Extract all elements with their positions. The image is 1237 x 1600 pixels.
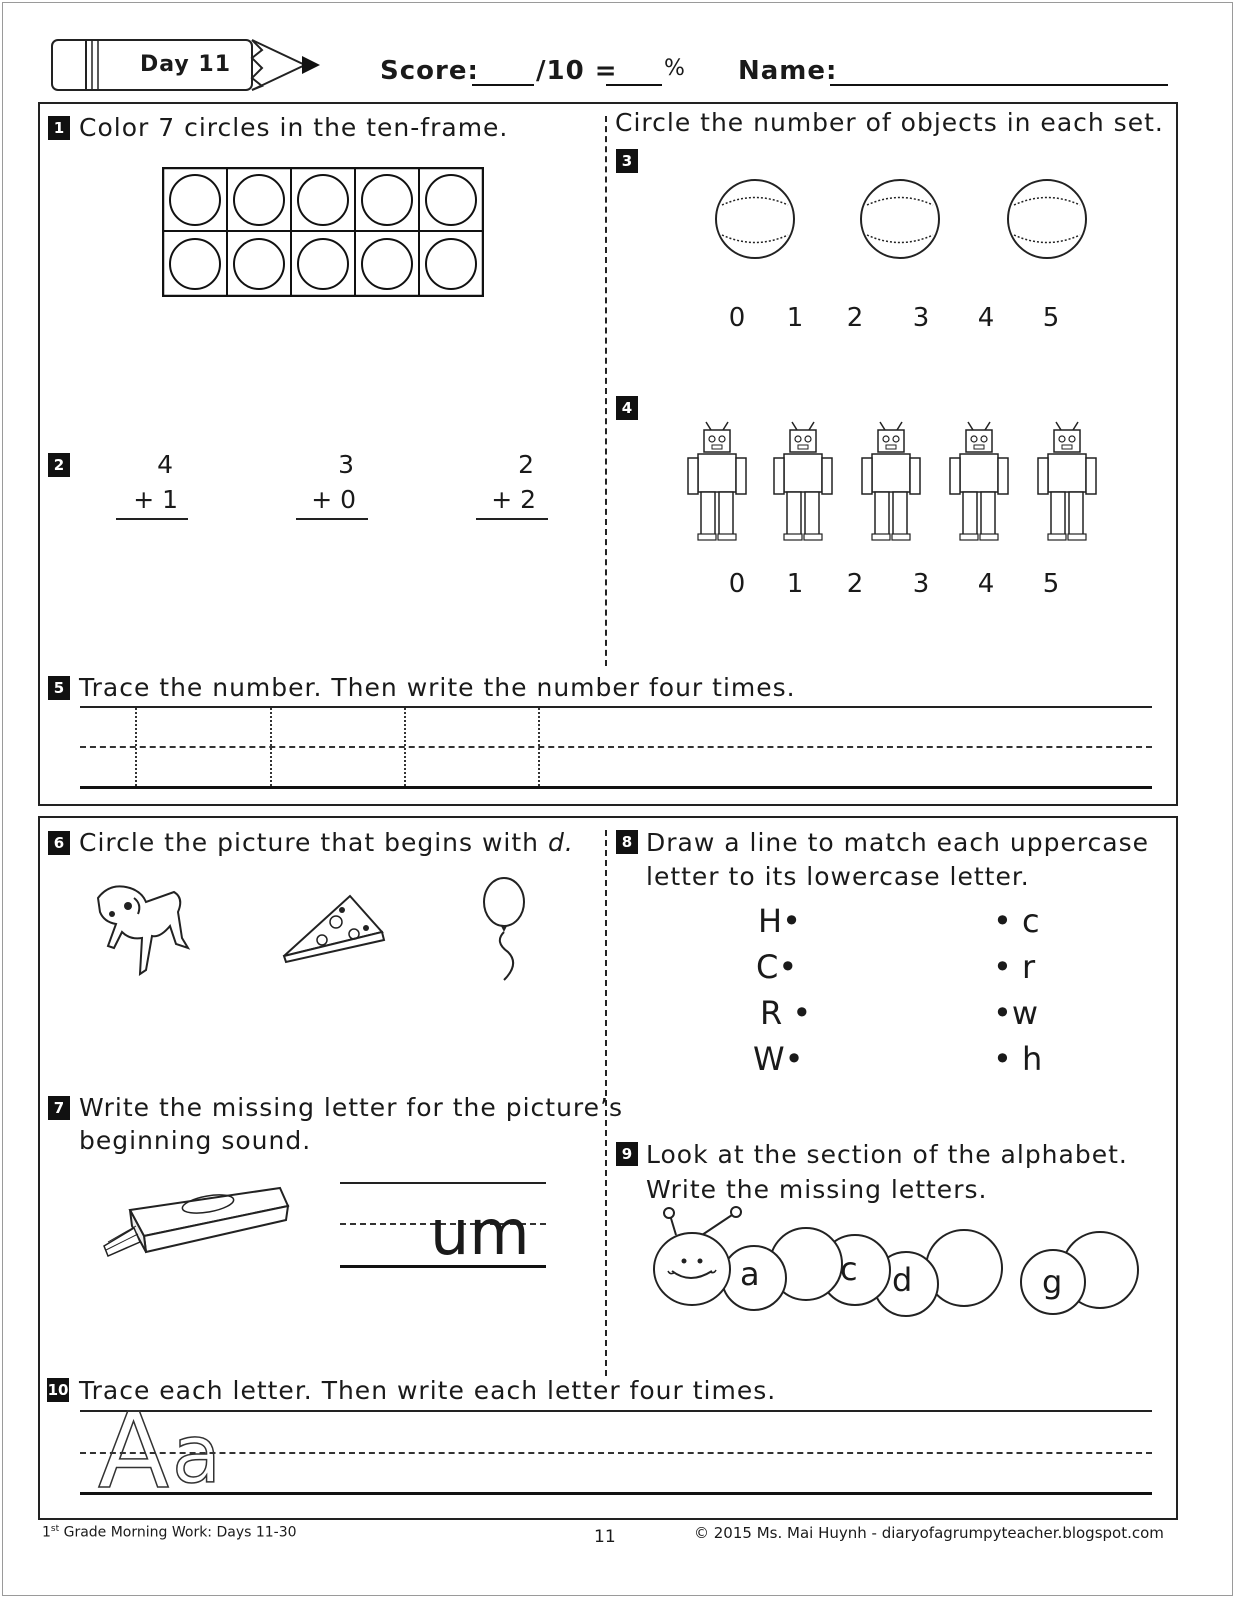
pizza-picture[interactable]	[278, 888, 390, 964]
addition-1-bottom: + 1	[133, 485, 178, 514]
q5-separator-1	[135, 708, 137, 786]
q4-choice-4[interactable]: 4	[977, 569, 995, 599]
balloon-picture[interactable]	[480, 876, 530, 982]
q3-choice-3[interactable]: 3	[912, 303, 930, 333]
q7-instruction-line1: Write the missing letter for the picture’s	[79, 1093, 624, 1122]
robots-group	[680, 420, 1120, 545]
addition-3-top: 2	[518, 450, 534, 479]
q1-instruction: Color 7 circles in the ten-frame.	[79, 113, 509, 142]
q8-instruction-line1: Draw a line to match each uppercase	[646, 828, 1150, 857]
footer-course-number: 1	[42, 1524, 51, 1541]
percent-sign: %	[664, 56, 686, 81]
q6-text: Circle the picture that begins with	[79, 828, 548, 857]
footer-course-sup: st	[50, 1524, 60, 1534]
question-number-9: 9	[616, 1142, 638, 1166]
q9-instruction-line1: Look at the section of the alphabet.	[646, 1140, 1128, 1169]
q4-choice-5[interactable]: 5	[1042, 569, 1060, 599]
q6-instruction	[79, 828, 574, 857]
score-label: Score:	[380, 56, 479, 86]
addition-2-line	[296, 518, 368, 520]
addition-2-top: 3	[338, 450, 354, 479]
q7-word-ending: um	[430, 1196, 530, 1269]
caterpillar-letter-a: a	[740, 1255, 760, 1293]
addition-1-line	[116, 518, 188, 520]
uppercase-c[interactable]: C•	[756, 948, 798, 986]
question-number-6: 6	[48, 831, 70, 855]
q6-emphasis: d.	[547, 828, 574, 857]
q4-choice-0[interactable]: 0	[728, 569, 746, 599]
q7-top-line	[340, 1182, 546, 1184]
q4-choice-1[interactable]: 1	[786, 569, 804, 599]
caterpillar-letter-g: g	[1042, 1263, 1063, 1301]
q10-instruction: Trace each letter. Then write each letter four times.	[79, 1376, 777, 1405]
score-blank[interactable]	[472, 84, 534, 86]
q9-instruction-line2: Write the missing letters.	[646, 1175, 988, 1204]
trace-lowercase-a: a	[172, 1408, 222, 1501]
lowercase-w[interactable]: •w	[993, 994, 1039, 1032]
q5-instruction: Trace the number. Then write the number four times.	[79, 673, 796, 702]
q4-choice-3[interactable]: 3	[912, 569, 930, 599]
q4-choice-2[interactable]: 2	[846, 569, 864, 599]
caterpillar-letter-c: c	[840, 1250, 858, 1288]
q5-separator-2	[270, 708, 272, 786]
q3-choice-1[interactable]: 1	[786, 303, 804, 333]
q3-q4-instruction: Circle the number of objects in each set.	[615, 108, 1164, 137]
q5-base-line[interactable]	[80, 786, 1152, 789]
addition-2-bottom: + 0	[311, 485, 356, 514]
question-number-7: 7	[48, 1096, 70, 1120]
percent-blank[interactable]	[606, 84, 662, 86]
gum-picture[interactable]	[100, 1180, 292, 1260]
caterpillar-letter-d: d	[892, 1261, 913, 1299]
addition-3-line	[476, 518, 548, 520]
question-number-2: 2	[48, 453, 70, 477]
q3-choice-0[interactable]: 0	[728, 303, 746, 333]
question-number-10: 10	[47, 1378, 69, 1402]
lowercase-r[interactable]: • r	[993, 948, 1036, 986]
footer-course-text: Grade Morning Work: Days 11-30	[59, 1524, 297, 1541]
q3-choice-5[interactable]: 5	[1042, 303, 1060, 333]
lowercase-h[interactable]: • h	[993, 1040, 1043, 1078]
q5-top-line	[80, 706, 1152, 708]
page-number: 11	[594, 1527, 616, 1547]
dog-picture[interactable]	[90, 878, 192, 978]
name-label: Name:	[738, 56, 838, 86]
footer-copyright: © 2015 Ms. Mai Huynh - diaryofagrumpyteacher.blogspot.com	[694, 1524, 1164, 1542]
q8-instruction-line2: letter to its lowercase letter.	[646, 862, 1030, 891]
uppercase-h[interactable]: H•	[758, 902, 801, 940]
q10-base-line[interactable]	[80, 1492, 1152, 1495]
q5-separator-4	[538, 708, 540, 786]
ten-frame	[162, 167, 484, 297]
q3-choice-2[interactable]: 2	[846, 303, 864, 333]
q10-mid-line	[80, 1452, 1152, 1454]
q10-top-line	[80, 1410, 1152, 1412]
q3-choice-4[interactable]: 4	[977, 303, 995, 333]
name-blank[interactable]	[830, 84, 1168, 86]
q5-separator-3	[404, 708, 406, 786]
question-number-8: 8	[616, 830, 638, 854]
question-number-3: 3	[616, 149, 638, 173]
addition-1-top: 4	[157, 450, 173, 479]
day-label: Day 11	[140, 52, 232, 77]
addition-3-bottom: + 2	[491, 485, 536, 514]
q5-mid-line	[80, 746, 1152, 748]
baseballs-group	[700, 175, 1100, 265]
lowercase-c[interactable]: • c	[993, 902, 1040, 940]
question-number-5: 5	[48, 676, 70, 700]
score-out-of: /10 =	[536, 56, 618, 86]
question-number-4: 4	[616, 396, 638, 420]
question-number-1: 1	[48, 116, 70, 140]
uppercase-w[interactable]: W•	[753, 1040, 804, 1078]
uppercase-r[interactable]: R •	[760, 994, 812, 1032]
top-divider	[605, 116, 607, 666]
q7-instruction-line2: beginning sound.	[79, 1126, 312, 1155]
trace-uppercase-a: A	[98, 1390, 170, 1512]
footer-course	[42, 1524, 297, 1541]
